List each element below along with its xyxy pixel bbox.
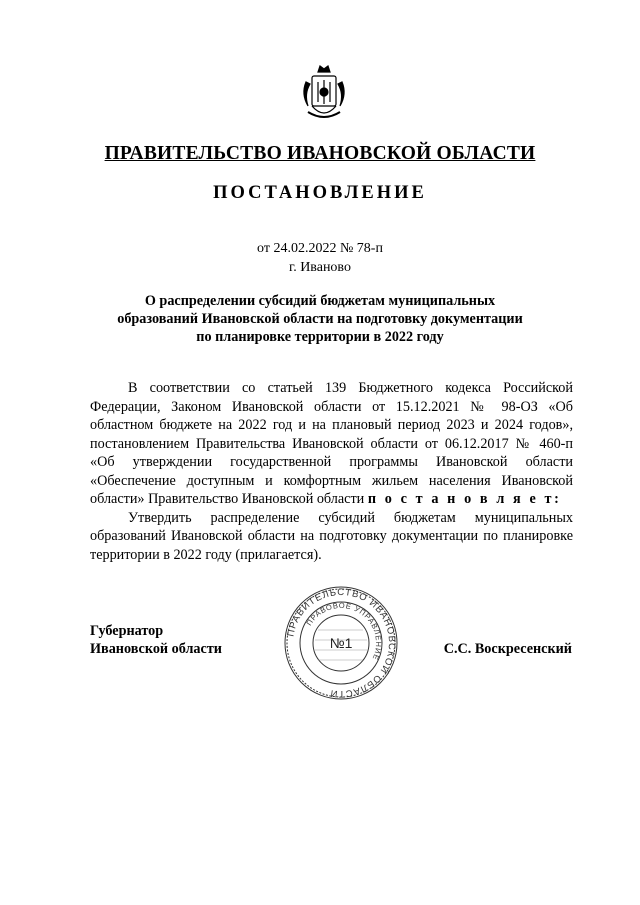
coat-of-arms-emblem (298, 62, 350, 124)
paragraph-text: В соответствии со статьей 139 Бюджетного кодекса Российской Федерации, Законом Ивановской области от 15.12.2021 № 98-ОЗ «Об областном бюджете на 2022 год и на плановый период 2023 и 2024 годов», постановлением Правительства Ивановской области от 06.12.2017 № 460-п «Об утверждении государственной программы Ивановской области «Обеспечение доступным и комфортным жильем населения Ивановской области» Правительство Ивановской области (90, 380, 573, 507)
body-paragraph (90, 379, 573, 509)
body-paragraph: Утвердить распределение субсидий бюджетам муниципальных образований Ивановской области на подготовку документации по планировке территории в 2022 году (прилагается). (90, 509, 573, 563)
document-type: ПОСТАНОВЛЕНИЕ (213, 183, 427, 203)
document-title (90, 292, 550, 346)
signatory-name: С.С. Воскресенский (443, 641, 572, 657)
organization-name: ПРАВИТЕЛЬСТВО ИВАНОВСКОЙ ОБЛАСТИ (104, 143, 536, 164)
document-body (90, 379, 573, 564)
city: г. Иваново (289, 260, 351, 275)
stamp-number: №1 (329, 635, 353, 651)
title-line: образований Ивановской области на подготовку документации (117, 311, 523, 327)
signatory-position (90, 622, 222, 658)
decree-word: п о с т а н о в л я е т: (367, 491, 562, 507)
stamp-outer-text: ПРАВИТЕЛЬСТВО ИВАНОВСКОЙ ОБЛАСТИ (285, 586, 398, 700)
svg-text:ПРАВОВОЕ УПРАВЛЕНИЕ (304, 601, 383, 662)
document-meta (0, 239, 640, 277)
position-line: Губернатор (90, 623, 164, 639)
position-line: Ивановской области (90, 641, 222, 657)
stamp-inner-text: ПРАВОВОЕ УПРАВЛЕНИЕ (304, 600, 384, 662)
title-line: по планировке территории в 2022 году (196, 329, 444, 345)
title-line: О распределении субсидий бюджетам муниципальных (144, 293, 496, 309)
date-number: от 24.02.2022 № 78-п (257, 241, 383, 256)
official-stamp (283, 585, 399, 701)
